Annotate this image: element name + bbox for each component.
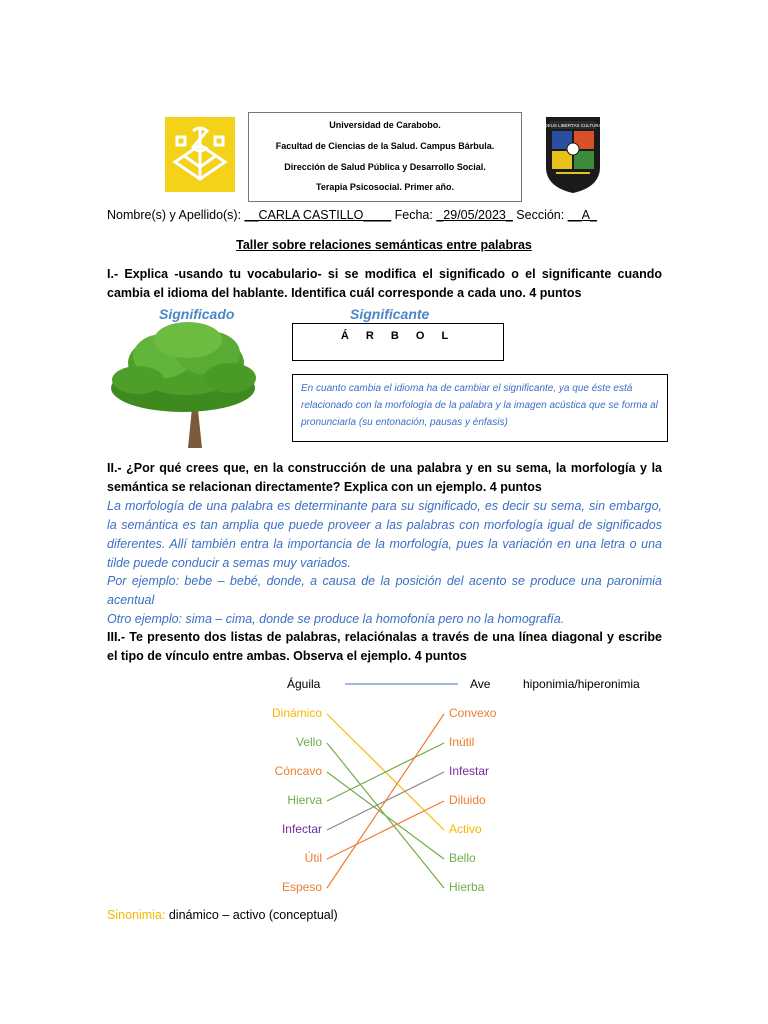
match-line (327, 743, 444, 801)
answer-2-example-1: Por ejemplo: bebe – bebé, donde, a causa de la posición del acento se produce una paronimia acentual (107, 574, 662, 607)
right-word[interactable]: Convexo (449, 706, 497, 720)
question-3: III.- Te presento dos listas de palabras, relaciónalas a través de una línea diagonal y escribe el tipo de vínculo entre ambas. Observa el ejemplo. 4 puntos (107, 630, 662, 663)
match-line (327, 714, 444, 830)
worksheet-title: Taller sobre relaciones semánticas entre palabras (236, 238, 532, 252)
match-line (327, 772, 444, 859)
right-word[interactable]: Hierba (449, 880, 485, 894)
university-crest (544, 115, 602, 195)
date-value[interactable]: _29/05/2023_ (436, 208, 513, 222)
university-logo (165, 117, 235, 192)
right-word[interactable]: Infestar (449, 764, 490, 778)
left-word[interactable]: Hierva (287, 793, 322, 807)
left-word[interactable]: Útil (304, 851, 322, 865)
header-line-2: Facultad de Ciencias de la Salud. Campus Bárbula. (275, 141, 495, 151)
header-line-1: Universidad de Carabobo. (329, 120, 441, 130)
header-line-4: Terapia Psicosocial. Primer año. (316, 182, 454, 192)
left-word[interactable]: Espeso (281, 880, 322, 894)
match-line (327, 714, 444, 888)
example-relation: hiponimia/hiperonimia (523, 677, 640, 691)
label-significante: Significante (350, 306, 430, 322)
left-word[interactable]: Cóncavo (274, 764, 322, 778)
header-line-3: Dirección de Salud Pública y Desarrollo Social. (284, 162, 486, 172)
answer-2-paragraph: La morfología de una palabra es determinante para su significado, es decir su sema, sin embargo, la semántica es tan amplia que puede proveer a las palabras con morfología igual de significados diferentes. Allí también entra la importancia de la morfología, pues la variación en una letra o una tilde puede conducir a semas muy variados. (107, 499, 662, 570)
date-label: Fecha: (391, 208, 437, 222)
answer-3-text: dinámico – activo (conceptual) (165, 908, 338, 922)
name-label: Nombre(s) y Apellido(s): (107, 208, 245, 222)
crest-shield-icon (544, 115, 602, 195)
question-1: I.- Explica -usando tu vocabulario- si se modifica el significado o el significante cuando cambia el idioma del hablante. Identifica cuál corresponde a cada uno. 4 puntos (107, 267, 662, 300)
section-value[interactable]: __A_ (567, 208, 597, 222)
tree-icon (108, 318, 258, 450)
left-word[interactable]: Dinámico (271, 706, 322, 720)
answer-2-example-2: Otro ejemplo: sima – cima, donde se produce la homofonía pero no la homografía. (107, 612, 565, 626)
question-2: II.- ¿Por qué crees que, en la construcción de una palabra y en su sema, la morfología y la semántica se relacionan directamente? Explica con un ejemplo. 4 puntos (107, 461, 662, 494)
answer-3 (107, 908, 338, 922)
example-right-word: Ave (470, 677, 491, 691)
student-info-line (107, 208, 597, 222)
logo-emblem-icon (165, 117, 235, 192)
left-word[interactable]: Vello (295, 735, 322, 749)
label-significado: Significado (159, 306, 235, 322)
left-word[interactable]: Infectar (281, 822, 322, 836)
right-word[interactable]: Inútil (449, 735, 475, 749)
name-value[interactable]: __CARLA CASTILLO____ (244, 208, 392, 222)
answer-1-text: En cuanto cambia el idioma ha de cambiar el significante, ya que éste está relacionado con la morfología de la palabra y la imagen acústica que se forma al pronunciarla (su entonación, pausas y énfasis) (301, 383, 658, 428)
match-line (327, 772, 444, 830)
crest-motto: DEUS LIBERTAS CULTURA (544, 123, 602, 128)
right-word[interactable]: Bello (449, 851, 476, 865)
institution-header (248, 112, 522, 202)
example-left-word: Águila (287, 677, 321, 691)
section-label: Sección: (512, 208, 568, 222)
match-line (327, 743, 444, 888)
answer-1-box (292, 374, 668, 442)
match-line (327, 801, 444, 859)
tree-image (108, 318, 258, 450)
right-word[interactable]: Diluido (449, 793, 486, 807)
answer-3-label: Sinonimia: (107, 908, 166, 922)
right-word[interactable]: Activo (449, 822, 482, 836)
word-arbol: Á R B O L (340, 330, 456, 342)
word-box (292, 323, 504, 361)
